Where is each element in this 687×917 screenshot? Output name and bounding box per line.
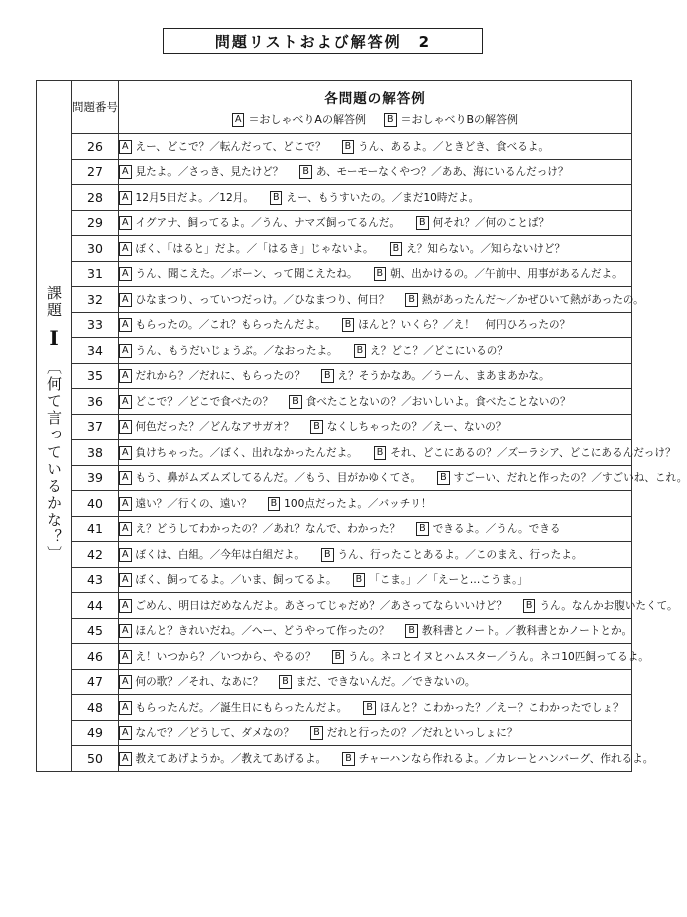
table-header-row	[37, 81, 632, 134]
answer-examples	[119, 618, 632, 644]
answer-b-text: え？そうかなあ。／うーん、まあまあかな。	[337, 370, 550, 383]
table-row	[37, 287, 632, 313]
answer-b-text: 何それ？／何のことば？	[432, 217, 550, 230]
answer-b-box: B	[299, 165, 312, 179]
answer-examples	[119, 236, 632, 262]
answer-a-box: A	[119, 318, 132, 332]
answer-b-box: B	[405, 293, 418, 307]
question-number: 27	[72, 159, 119, 185]
answers-header	[119, 81, 632, 134]
answer-examples	[119, 720, 632, 746]
question-number: 36	[72, 389, 119, 415]
question-number: 48	[72, 695, 119, 721]
table-row	[37, 414, 632, 440]
answer-examples	[119, 542, 632, 568]
table-row	[37, 159, 632, 185]
question-number: 44	[72, 593, 119, 619]
answer-a-text: 遠い？／行くの、遠い？	[135, 497, 252, 510]
answer-a-text: え！いつから？／いつから、やるの？	[135, 650, 316, 663]
answer-examples	[119, 567, 632, 593]
table-row	[37, 720, 632, 746]
answer-b-text: 熱があったんだ～／かぜひいて熱があったの。	[421, 293, 644, 306]
answer-b-box: B	[342, 140, 355, 154]
answer-b-box: B	[279, 675, 292, 689]
answer-a-text: もらったんだ。／誕生日にもらったんだよ。	[135, 701, 348, 714]
answer-a-text: ぼく、飼ってるよ。／いま、飼ってるよ。	[135, 574, 337, 587]
answer-b-box: B	[353, 573, 366, 587]
answer-b-text: すごーい、だれと作ったの？／すごいね、これ。	[453, 472, 687, 485]
answer-a-box: A	[119, 165, 132, 179]
answer-b-box: B	[268, 497, 281, 511]
answer-a-text: イグアナ、飼ってるよ。／うん、ナマズ飼ってるんだ。	[135, 217, 401, 230]
answer-a-text: 見たよ。／さっき、見たけど？	[135, 166, 284, 179]
answer-b-text: 朝、出かけるの。／午前中、用事があるんだよ。	[390, 268, 623, 281]
answer-a-text: ぼくは、白組。／今年は白組だよ。	[135, 548, 305, 561]
answer-b-box: B	[374, 267, 387, 281]
answer-a-box: A	[119, 420, 132, 434]
page-title: 問題リストおよび解答例 2	[163, 28, 483, 54]
answer-a-box: A	[119, 522, 132, 536]
table-row	[37, 669, 632, 695]
table-row	[37, 746, 632, 772]
answer-b-text: 100点だったよ。／バッチリ！	[284, 497, 432, 510]
answer-a-box: A	[119, 242, 132, 256]
question-number: 40	[72, 491, 119, 517]
answers-title: 各問題の解答例	[324, 91, 426, 107]
answer-examples	[119, 185, 632, 211]
answer-a-box: A	[119, 344, 132, 358]
answer-b-text: チャーハンなら作れるよ。／カレーとハンバーグ、作れるよ。	[358, 752, 654, 765]
answer-a-text: なんで？／どうして、ダメなの？	[135, 727, 295, 740]
answer-a-text: どこで？／どこで食べたの？	[135, 395, 274, 408]
answer-b-box: B	[289, 395, 302, 409]
answer-a-box: A	[119, 701, 132, 715]
legend-a-box: A	[232, 113, 245, 127]
answer-b-box: B	[342, 318, 355, 332]
answer-a-box: A	[119, 650, 132, 664]
answer-a-box: A	[119, 548, 132, 562]
question-number: 29	[72, 210, 119, 236]
answer-b-text: まだ、できないんだ。／できないの。	[295, 676, 476, 689]
answer-a-text: だれから？／だれに、もらったの？	[135, 370, 305, 383]
answer-b-box: B	[321, 548, 334, 562]
answer-b-text: え？知らない。／知らないけど？	[406, 242, 566, 255]
answer-a-text: ごめん、明日はだめなんだよ。あさってじゃだめ？／あさってならいいけど？	[135, 599, 507, 612]
answer-a-text: うん、もうだいじょうぶ。／なおったよ。	[135, 344, 338, 357]
answer-b-text: うん。なんかお腹いたくて。	[539, 599, 678, 612]
answer-b-text: うん、行ったことあるよ。／このまえ、行ったよ。	[337, 548, 583, 561]
question-number: 33	[72, 312, 119, 338]
table-row	[37, 338, 632, 364]
answer-b-text: だれと行ったの？／だれといっしょに？	[326, 727, 518, 740]
answer-b-box: B	[332, 650, 345, 664]
table-row	[37, 185, 632, 211]
table-row	[37, 695, 632, 721]
answer-a-text: うん、聞こえた。／ボーン、って聞こえたね。	[135, 268, 358, 281]
legend-b-box: B	[384, 113, 397, 127]
answer-examples	[119, 287, 644, 313]
question-number: 47	[72, 669, 119, 695]
answer-examples	[119, 312, 632, 338]
legend-a-text: ＝おしゃべりAの解答例	[248, 113, 366, 126]
question-number: 34	[72, 338, 119, 364]
answer-a-box: A	[119, 624, 132, 638]
answer-a-text: ぼく、「はると」だよ。／「はるき」じゃないよ。	[135, 242, 374, 255]
answer-a-text: えー、どこで？／転んだって、どこで？	[135, 140, 326, 153]
answer-a-box: A	[119, 395, 132, 409]
answer-b-text: それ、どこにあるの？／ズーラシア、どこにあるんだっけ？	[390, 446, 676, 459]
answer-b-box: B	[310, 420, 323, 434]
answer-a-text: 何色だった？／どんなアサガオ？	[135, 421, 295, 434]
table-row	[37, 210, 632, 236]
question-number: 41	[72, 516, 119, 542]
answer-examples	[119, 134, 632, 160]
table-row	[37, 440, 632, 466]
answer-a-box: A	[119, 471, 132, 485]
answers-legend	[119, 111, 631, 127]
answer-examples	[119, 389, 632, 415]
answer-b-box: B	[270, 191, 283, 205]
table-row	[37, 593, 632, 619]
question-number: 37	[72, 414, 119, 440]
answer-examples	[119, 593, 678, 619]
answer-a-text: 何の歌？／それ、なあに？	[135, 676, 264, 689]
table-row	[37, 644, 632, 670]
answer-examples	[119, 210, 632, 236]
table-row	[37, 567, 632, 593]
question-number: 32	[72, 287, 119, 313]
table-row	[37, 516, 632, 542]
answer-b-box: B	[390, 242, 403, 256]
table-row	[37, 312, 632, 338]
task-subtitle: 〔何て言っているかな？〕	[45, 358, 63, 563]
answer-b-text: うん、あるよ。／ときどき、食べるよ。	[358, 140, 549, 153]
answer-b-box: B	[405, 624, 418, 638]
answer-b-text: え？どこ？／どこにいるの？	[370, 344, 508, 357]
answer-table	[36, 80, 687, 772]
answer-a-box: A	[119, 446, 132, 460]
answer-a-text: ほんと？きれいだね。／へー、どうやって作ったの？	[135, 625, 390, 638]
table-row	[37, 389, 632, 415]
answer-b-text: あ、モーモーなくやつ？／ああ、海にいるんだっけ？	[315, 166, 569, 179]
answer-b-text: できるよ。／うん。できる	[432, 523, 561, 536]
answer-a-box: A	[119, 140, 132, 154]
answer-a-box: A	[119, 267, 132, 281]
answer-b-text: 食べたことないの？／おいしいよ。食べたことないの？	[305, 395, 571, 408]
question-number: 35	[72, 363, 119, 389]
answer-a-text: え？どうしてわかったの？／あれ？なんで、わかった？	[135, 523, 401, 536]
task-side-label	[37, 81, 72, 772]
question-number: 45	[72, 618, 119, 644]
question-number: 42	[72, 542, 119, 568]
table-row	[37, 363, 632, 389]
answer-b-box: B	[310, 726, 323, 740]
table-row	[37, 542, 632, 568]
answer-b-text: 教科書とノート。／教科書とかノートとか。	[421, 625, 633, 638]
table-row	[37, 618, 632, 644]
question-number-header: 問題番号	[72, 81, 119, 134]
answer-b-box: B	[416, 522, 429, 536]
answer-examples	[119, 746, 654, 772]
answer-b-text: ほんと？こわかった？／えー？こわかったでしょ？	[379, 701, 624, 714]
answer-b-box: B	[437, 471, 450, 485]
answer-a-box: A	[119, 293, 132, 307]
answer-b-text: 「こま。」／「えーと…こうま。」	[369, 574, 529, 587]
question-number: 28	[72, 185, 119, 211]
task-roman-numeral: Ⅰ	[42, 325, 66, 352]
answer-a-box: A	[119, 191, 132, 205]
table-row	[37, 465, 632, 491]
answer-a-text: 教えてあげようか。／教えてあげるよ。	[135, 752, 327, 765]
answer-examples	[119, 414, 632, 440]
answer-b-box: B	[416, 216, 429, 230]
question-number: 43	[72, 567, 119, 593]
question-number: 38	[72, 440, 119, 466]
answer-examples	[119, 644, 649, 670]
answer-a-text: 負けちゃった。／ぼく、出れなかったんだよ。	[135, 446, 358, 459]
answer-examples	[119, 695, 632, 721]
answer-a-box: A	[119, 216, 132, 230]
question-number: 50	[72, 746, 119, 772]
answer-b-text: えー、もうすいたの。／まだ10時だよ。	[286, 191, 480, 204]
answer-examples	[119, 363, 632, 389]
question-number: 46	[72, 644, 119, 670]
answer-examples	[119, 338, 632, 364]
answer-b-box: B	[321, 369, 334, 383]
answer-a-text: 12月5日だよ。／12月。	[135, 191, 254, 204]
answer-b-text: ほんと？いくら？／え！ 何円ひろったの？	[358, 319, 571, 332]
answer-a-text: もらったの。／これ？もらったんだよ。	[135, 319, 326, 332]
answer-examples	[119, 261, 632, 287]
answer-a-box: A	[119, 369, 132, 383]
answer-a-text: ひなまつり、っていつだっけ。／ひなまつり、何日？	[135, 293, 390, 306]
answer-examples	[119, 491, 632, 517]
legend-b-text: ＝おしゃべりBの解答例	[400, 113, 519, 126]
table-row	[37, 134, 632, 160]
answer-a-box: A	[119, 497, 132, 511]
answer-b-box: B	[363, 701, 376, 715]
answer-b-box: B	[342, 752, 355, 766]
table-row	[37, 491, 632, 517]
answer-a-box: A	[119, 573, 132, 587]
answer-b-box: B	[374, 446, 387, 460]
task-label: 課題	[45, 284, 63, 319]
answer-examples	[119, 516, 632, 542]
answer-b-box: B	[523, 599, 536, 613]
answer-examples	[119, 669, 632, 695]
answer-examples	[119, 440, 676, 466]
answer-a-box: A	[119, 675, 132, 689]
answer-b-text: なくしちゃったの？／えー、ないの？	[326, 421, 507, 434]
answer-examples	[119, 159, 632, 185]
answer-a-box: A	[119, 599, 132, 613]
question-number: 39	[72, 465, 119, 491]
answer-b-box: B	[354, 344, 367, 358]
answer-a-box: A	[119, 726, 132, 740]
answer-b-text: うん。ネコとイヌとハムスター／うん。ネコ10匹飼ってるよ。	[348, 650, 649, 663]
answer-a-box: A	[119, 752, 132, 766]
answer-examples	[119, 465, 687, 491]
table-row	[37, 236, 632, 262]
answer-a-text: もう、鼻がムズムズしてるんだ。／もう、目がかゆくてさ。	[135, 472, 422, 485]
question-number: 26	[72, 134, 119, 160]
question-number: 31	[72, 261, 119, 287]
question-number: 30	[72, 236, 119, 262]
table-row	[37, 261, 632, 287]
question-number: 49	[72, 720, 119, 746]
